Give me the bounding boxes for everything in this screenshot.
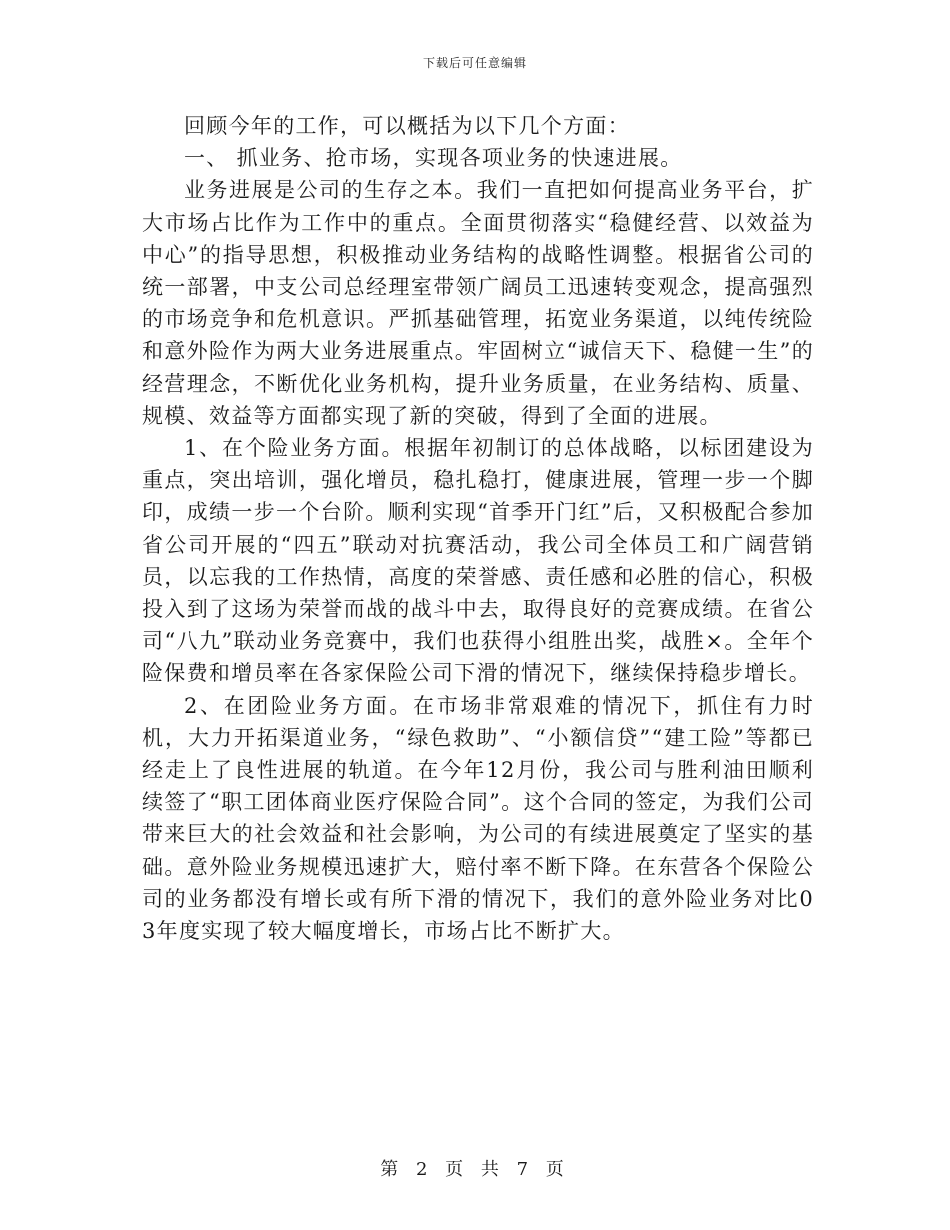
section-heading: 一、 抓业务、抢市场，实现各项业务的快速进展。 [184,146,683,171]
paragraph-group-insurance: 2、在团险业务方面。在市场非常艰难的情况下，抓住有力时机，大力开拓渠道业务，“绿色救助”、“小额信贷”“建工险”等都已经走上了良性进展的轨道。在今年12月份，我公司与胜利油田顺利续签了“职工团体商业医疗保险合同”。这个合同的签定，为我们公司带来巨大的社会效益和社会影响，为公司的有续进展奠定了坚实的基础。意外险业务规模迅速扩大，赔付率不断下降。在东营各个保险公司的业务都没有增长或有所下滑的情况下，我们的意外险业务对比03年度实现了较大幅度增长，市场占比不断扩大。 [142,693,814,944]
page-number: 第 2 页 共 7 页 [380,1159,570,1180]
header-note: 下载后可任意编辑 [422,56,527,70]
document-body [142,110,814,947]
paragraph-business-development: 业务进展是公司的生存之本。我们一直把如何提高业务平台，扩大市场占比作为工作中的重点。全面贯彻落实“稳健经营、以效益为中心”的指导思想，积极推动业务结构的战略性调整。根据省公司的统一部署，中支公司总经理室带领广阔员工迅速转变观念，提高强烈的市场竞争和危机意识。严抓基础管理，拓宽业务渠道，以纯传统险和意外险作为两大业务进展重点。牢固树立“诚信天下、稳健一生”的经营理念，不断优化业务机构，提升业务质量，在业务结构、质量、规模、效益等方面都实现了新的突破，得到了全面的进展。 [142,178,814,428]
paragraph-individual-insurance: 1、在个险业务方面。根据年初制订的总体战略，以标团建设为重点，突出培训，强化增员，稳扎稳打，健康进展，管理一步一个脚印，成绩一步一个台阶。顺利实现“首季开门红”后，又积极配合参加省公司开展的“四五”联动对抗赛活动，我公司全体员工和广阔营销员，以忘我的工作热情，高度的荣誉感、责任感和必胜的信心，积极投入到了这场为荣誉而战的战斗中去，取得良好的竞赛成绩。在省公司“八九”联动业务竞赛中，我们也获得小组胜出奖，战胜×。全年个险保费和增员率在各家保险公司下滑的情况下，继续保持稳步增长。 [142,436,814,686]
paragraph-intro: 回顾今年的工作，可以概括为以下几个方面： [184,114,630,138]
